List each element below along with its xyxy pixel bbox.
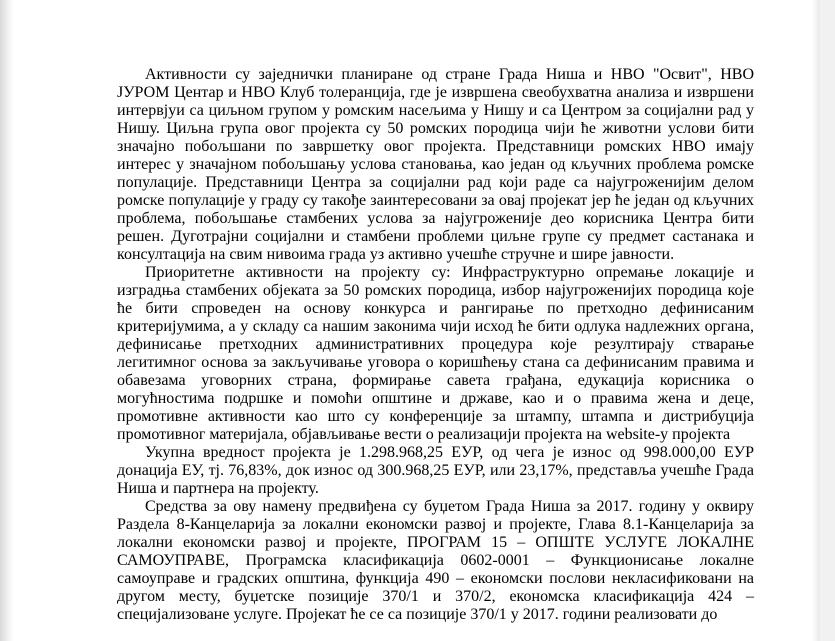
paragraph-text: Средства за ову намену предвиђена су буџетом Града Ниша за 2017. годину у оквиру Раздела 8-Канцеларија за локални економски развој и пројекте, Глава 8.1-Канцеларија за локални економски развој и пројекте, ПРОГРАМ 15 – ОПШТЕ УСЛУГЕ ЛОКАЛНЕ САМОУПРАВЕ, Програмска класификација 0602-0001 – Функционисање локалне самоуправе и градских општина, функција 490 – економски послови некласификовани на другом месту, буџетске позиције 370/1 и 370/2, економска класификација 424 – специјализоване услуге. Пројекат ће се са позиције 370/1 у 2017. години реализовати до (117, 498, 754, 623)
paragraph-priority-activities (117, 264, 754, 444)
document-page (14, 0, 812, 641)
paragraph-text: Активности су заједнички планиране од стране Града Ниша и НВО "Освит", НВО ЈУРОМ Центар и НВО Клуб толеранција, где је извршена свеобухватна анализа и извршени интервјуи са циљном групом у ромским насељима у Нишу и са Центром за социјални рад у Нишу. Циљна група овог пројекта су 50 ромских породица чији ће животни услови бити значајно побољшани по завршетку овог пројекта. Представници ромских НВО имају интерес у значајном побољшању услова становања, као један од кључних проблема ромске популације. Представници Центра за социјални рад који раде са најугроженијим делом ромске популације у граду су такође заинтересовани за овај пројекат јер ће један од кључних проблема, побољшање стамбених услова за најугроженије део корисника Центра бити решен. Дуготрајни социјални и стамбени проблеми циљне групе су предмет састанака и консултација на свим нивоима града уз активно учешће стручне и шире јавности. (117, 66, 754, 263)
page-right-shadow (812, 0, 820, 641)
paragraph-funding (117, 498, 754, 624)
viewer-left-edge (0, 0, 14, 641)
viewer-right-gutter (820, 0, 835, 641)
paragraph-activities (117, 66, 754, 264)
document-body (117, 66, 754, 624)
paragraph-total-value (117, 444, 754, 498)
paragraph-text: Укупна вредност пројекта је 1.298.968,25 ЕУР, од чега је износ од 998.000,00 ЕУР донација ЕУ, тј. 76,83%, док износ од 300.968,25 ЕУР, или 23,17%, представља учешће Града Ниша и партнера на пројекту. (117, 444, 754, 497)
paragraph-text: Приоритетне активности на пројекту су: Инфраструктурно опремање локације и изградња стамбених објеката за 50 ромских породица, избор најугроженијих породица које ће бити спроведен на основу конкурса и рангирање по претходно дефинисаним критеријумима, а у складу са нашим законима чији исход ће бити одлука надлежних органа, дефинисање претходних административних процедура које резултирају стварање легитимног основа за закључивање уговора о коришћењу стана са дефинисаним правима и обавезама уговорних страна, формирање савета грађана, едукација корисника о могућностима подршке и помоћи општине и државе, као и о правима жена и деце, промотивне активности као што су конференције за штампу, штампа и дистрибуција промотивног материјала, објављивање вести о реализацији пројекта на website-у пројекта (117, 264, 754, 443)
